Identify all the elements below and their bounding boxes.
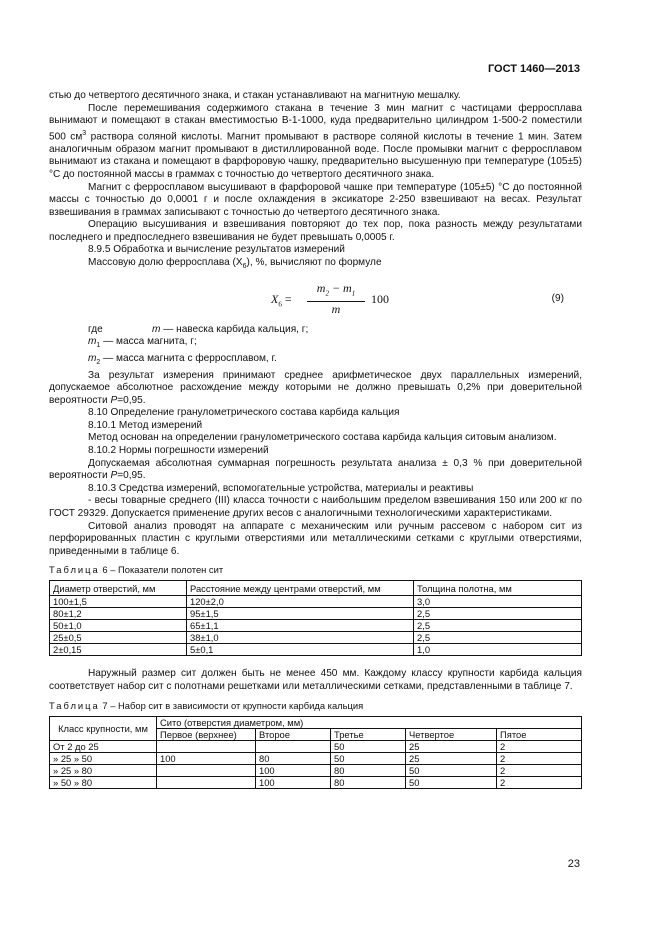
table-row: » 25 » 80 100 80 50 2: [50, 764, 582, 776]
table-row: » 25 » 50 100 80 50 25 2: [50, 752, 582, 764]
page-header: ГОСТ 1460—2013: [487, 63, 580, 75]
document-body: [49, 90, 582, 789]
column-header: Расстояние между центрами отверстий, мм: [187, 581, 414, 596]
column-header: Класс крупности, мм: [50, 716, 157, 740]
column-header: Четвертое: [406, 728, 497, 740]
table-6: [49, 580, 582, 656]
table-row: 25±0,5 38±1,0 2,5: [50, 632, 582, 644]
section-heading: 8.10.2 Нормы погрешности измерений: [88, 445, 269, 457]
paragraph: Магнит с ферросплавом высушивают в фарфоровой чашке при температуре (105±5) °С до постоянной массы с точностью до 0,0001 г и после охлаждения в эксикаторе 2-250 взвешивают на весах. Результат взвешивания в граммах записывают с точностью до четвертого десятичного знака.: [49, 181, 582, 218]
paragraph: Массовую долю ферросплава $(Х_6)$, %, вычисляют по формуле: [88, 257, 382, 271]
paragraph: Операцию высушивания и взвешивания повторяют до тех пор, пока разность между результатами последнего и предпоследнего взвешивания не будет превышать 0,0005 г.: [49, 219, 582, 243]
column-header: Диаметр отверстий, мм: [50, 581, 187, 596]
section-heading: 8.10.3 Средства измерений, вспомогательные устройства, материалы и реактивы: [88, 482, 474, 494]
section-heading: 8.10 Определение гранулометрического состава карбида кальция: [88, 407, 400, 419]
column-group-header: Сито (отверстия диаметром, мм): [157, 716, 582, 728]
section-heading: 8.9.5 Обработка и вычисление результатов измерений: [88, 244, 345, 256]
formula-numerator: $m_2 - m_1$: [307, 282, 365, 302]
column-header: Первое (верхнее): [157, 728, 256, 740]
formula-factor: 100: [371, 291, 389, 306]
where-line: $m_2$ — масса магнита с ферросплавом, г.: [88, 352, 277, 366]
column-header: Толщина полотна, мм: [414, 581, 582, 596]
paragraph: После перемешивания содержимого стакана в течение 3 мин магнит с частицами ферросплава вынимают и помещают в стакан вместимостью В-1-1000, куда предварительно цилиндром 1-500-2 поместили 500 $см^3$ раствора соляной кислоты. Магнит промывают в растворе соляной кислоты в течение 1 мин. Затем аналогичным образом магнит промывают в дистиллированной воде. После промывки магнит с ферросплавом вынимают из стакана и помещают в фарфоровую чашку, предварительно высушенную при температуре (105±5) °С до постоянной массы в граммах с точностью до четвертого десятичного знака.: [49, 102, 582, 180]
table-caption: Таблица 6 – Показатели полотен сит: [49, 564, 224, 576]
paragraph: Наружный размер сит должен быть не менее 450 мм. Каждому классу крупности карбида кальция соответствует набор сит с полотнами решетками или металлическими сетками, представленными в таблице 7.: [49, 668, 582, 692]
table-caption: Таблица 7 – Набор сит в зависимости от крупности карбида кальция: [49, 700, 364, 712]
paragraph: стью до четвертого десятичного знака, и стакан устанавливают на магнитную мешалку.: [49, 90, 461, 101]
section-heading: 8.10.1 Метод измерений: [88, 419, 203, 431]
formula: [49, 278, 582, 318]
table-row: 100±1,5 120±2,0 3,0: [50, 596, 582, 608]
list-item: - весы товарные среднего (III) класса точности с наибольшим пределом взвешивания 150 или 200 кг по ГОСТ 29329. Допускается применение других весов с аналогичными технологическими характеристиками.: [49, 495, 582, 520]
where-line: $m_1$ — масса магнита, г;: [88, 336, 197, 350]
column-header: Третье: [331, 728, 406, 740]
table-row: 50±1,0 65±1,1 2,5: [50, 620, 582, 632]
paragraph: Допускаемая абсолютная суммарная погрешность результата анализа ± 0,3 % при доверительной вероятности Р=0,95.: [49, 457, 582, 482]
page-number: 23: [567, 858, 580, 870]
table-7: [49, 716, 582, 789]
formula-denominator: m: [331, 301, 341, 316]
table-row: 2±0,15 5±0,1 1,0: [50, 644, 582, 656]
column-header: Пятое: [497, 728, 582, 740]
where-line: где m — навеска карбида кальция, г;: [88, 323, 309, 335]
column-header: Второе: [256, 728, 331, 740]
equation-number: (9): [551, 292, 564, 304]
table-row: 80±1,2 95±1,5 2,5: [50, 608, 582, 620]
paragraph: Ситовой анализ проводят на аппарате с механическим или ручным рассевом с набором сит из перфорированных пластин с круглыми отверстиями или металлическими сетками с круглыми отверстиями, приведенными в таблице 6.: [49, 520, 582, 557]
formula-fraction: [307, 282, 365, 316]
formula-lhs: $X_6$ =: [271, 291, 292, 309]
table-row: От 2 до 25 50 25 2: [50, 740, 582, 752]
paragraph: Метод основан на определении гранулометрического состава карбида кальция ситовым анализом.: [88, 432, 557, 444]
table-row: » 50 » 80 100 80 50 2: [50, 776, 582, 788]
paragraph: За результат измерения принимают среднее арифметическое двух параллельных измерений, допускаемое абсолютное расхождение между которыми не должно превышать 0,2% при доверительной вероятности Р=0,95.: [49, 369, 582, 406]
